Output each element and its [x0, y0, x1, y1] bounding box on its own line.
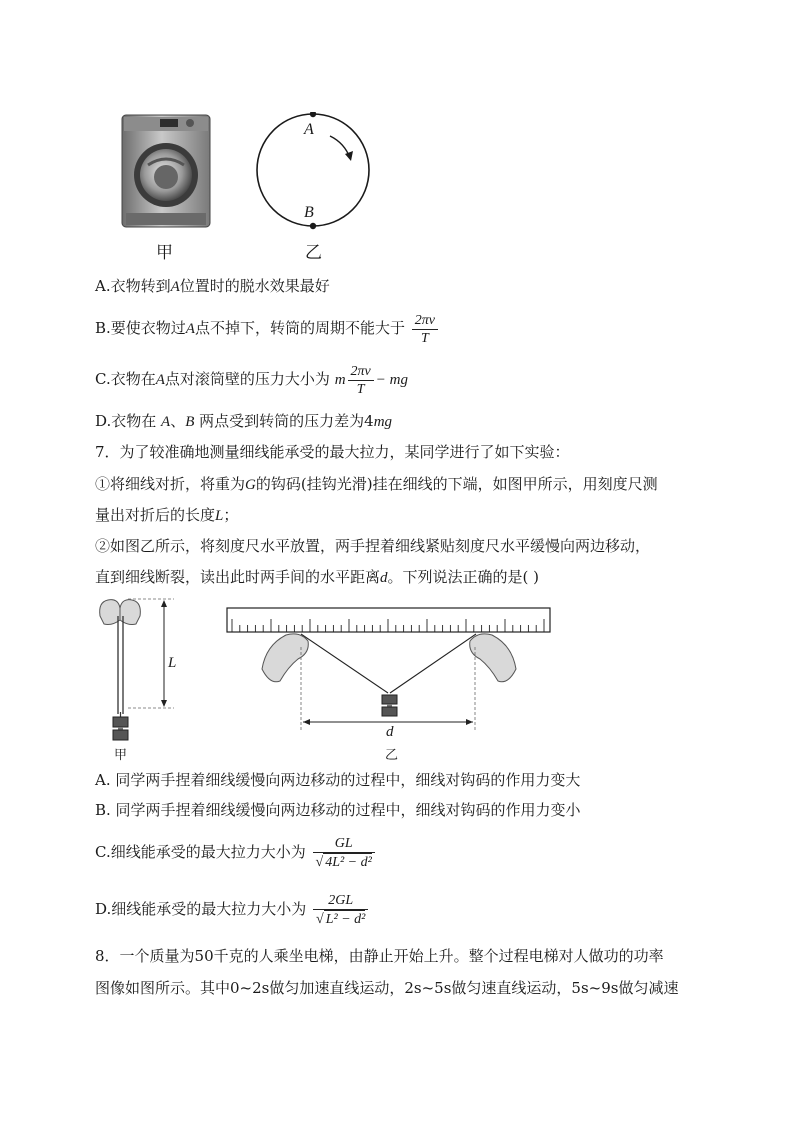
fraction: $\frac{GL}{\text{√ 4L² − d²}}$ [313, 835, 375, 871]
q7-option-d: D.细线能承受的最大拉力大小为 $\frac{2GL}{\text{√ L² − d²}}$ [95, 889, 370, 929]
washing-machine-figure [118, 113, 214, 229]
q6-option-b: B.要使衣物过A点不掉下，转筒的周期不能大于 $\frac{2\pi v}{T}$ [95, 311, 440, 347]
q8-line2: 图像如图所示。其中0~2s做匀加速直线运动，2s~5s做匀速直线运动，5s~9s做匀减速 [95, 979, 679, 997]
fraction: $\frac{2\pi v}{T}$ [348, 363, 374, 398]
q7-step1-line2: 量出对折后的长度L； [95, 506, 239, 524]
q8-line1: 8．一个质量为50千克的人乘坐电梯，由静止开始上升。整个过程电梯对人做功的功率 [95, 947, 664, 965]
q7-option-c: C.细线能承受的最大拉力大小为 $\frac{GL}{\text{√ 4L² − d²}}$ [95, 832, 377, 872]
length-l-label: L [168, 655, 177, 671]
q6-option-d: D.衣物在 A、B 两点受到转筒的压力差为4mg [95, 412, 393, 430]
point-a-label: A [304, 121, 314, 138]
string-folded-figure [94, 596, 194, 746]
circle-diagram [250, 112, 380, 234]
q7-option-b: B. 同学两手捏着细线缓慢向两边移动的过程中，细线对钩码的作用力变小 [95, 801, 581, 819]
q7-step2-line2: 直到细线断裂，读出此时两手间的水平距离d。下列说法正确的是( ) [95, 568, 539, 586]
q7-stem: 7．为了较准确地测量细线能承受的最大拉力，某同学进行了如下实验： [95, 443, 570, 461]
figure-caption-yi-2: 乙 [385, 748, 399, 763]
figure-caption-jia-2: 甲 [114, 748, 128, 763]
fraction: $\frac{2\pi v}{T}$ [412, 312, 438, 347]
q7-option-a: A. 同学两手捏着细线缓慢向两边移动的过程中，细线对钩码的作用力变大 [95, 771, 581, 789]
figure-caption-jia: 甲 [156, 243, 173, 263]
figure-caption-yi: 乙 [305, 243, 322, 263]
q6-option-c: C.衣物在A点对滚筒壁的压力大小为 m $\frac{2\pi v}{T}$ − mg [95, 363, 408, 397]
q7-step1-line1: ①将细线对折，将重为G的钩码(挂钩光滑)挂在细线的下端，如图甲所示，用刻度尺测 [95, 475, 658, 493]
fraction: $\frac{2GL}{\text{√ L² − d²}}$ [313, 892, 368, 928]
q7-step2-line1: ②如图乙所示，将刻度尺水平放置，两手捏着细线紧贴刻度尺水平缓慢向两边移动， [95, 537, 651, 555]
distance-d-label: d [386, 724, 394, 740]
point-b-label: B [304, 204, 314, 221]
q6-option-a: A.衣物转到A位置时的脱水效果最好 [95, 277, 330, 295]
